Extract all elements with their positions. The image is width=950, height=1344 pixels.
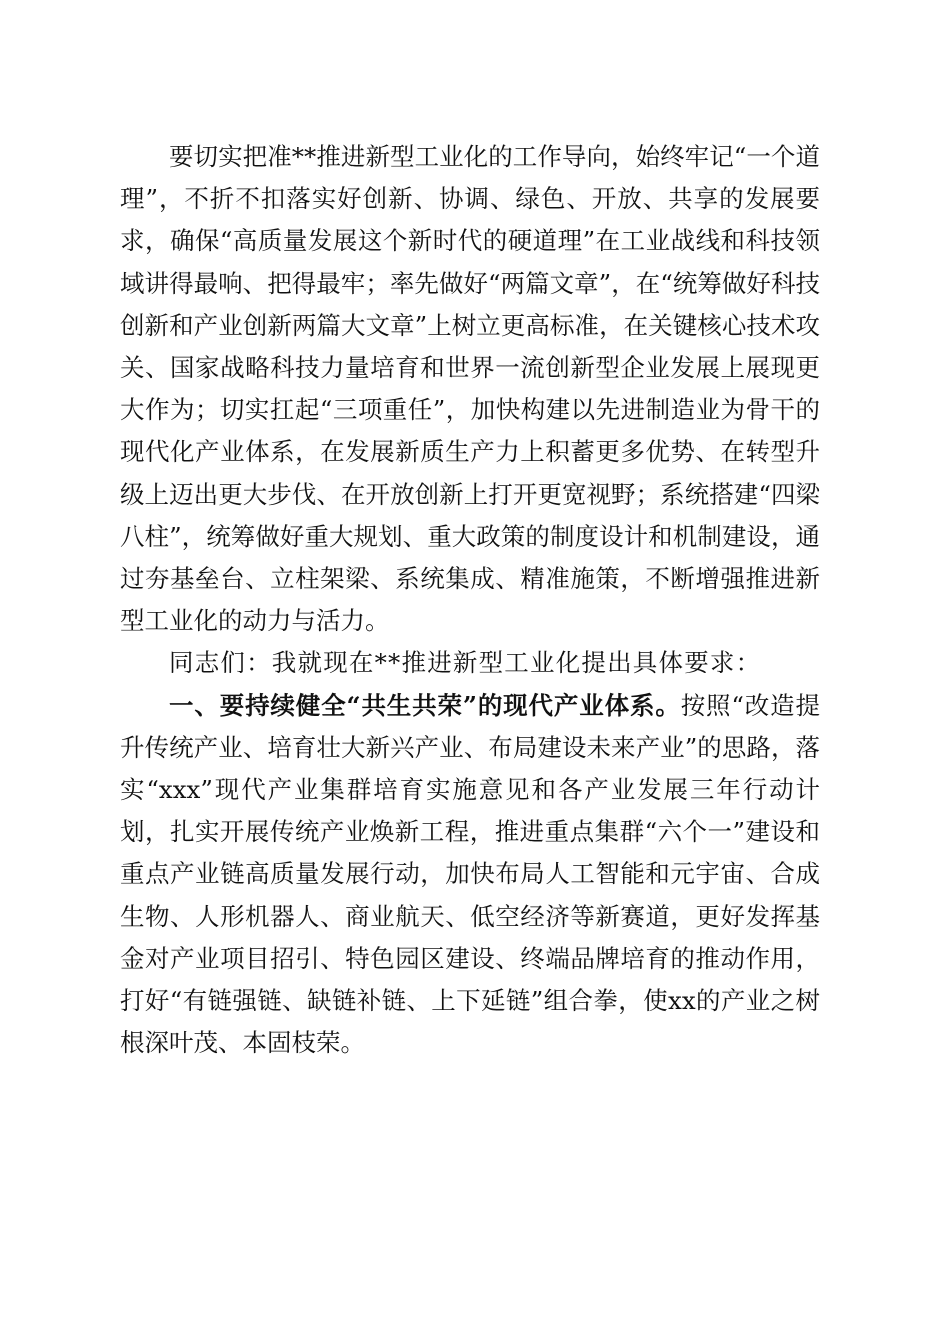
document-page xyxy=(120,136,820,1064)
section-heading: 一、要持续健全“共生共荣”的现代产业体系。 xyxy=(169,690,681,720)
body-paragraph-work-orientation: 要切实把准**推进新型工业化的工作导向，始终牢记“一个道理”，不折不扣落实好创新、协调、绿色、开放、共享的发展要求，确保“高质量发展这个新时代的硬道理”在工业战线和科技领域讲得最响、把得最牢；率先做好“两篇文章”，在“统筹做好科技创新和产业创新两篇大文章”上树立更高标准，在关键核心技术攻关、国家战略科技力量培育和世界一流创新型企业发展上展现更大作为；切实扛起“三项重任”，加快构建以先进制造业为骨干的现代化产业体系，在发展新质生产力上积蓄更多优势、在转型升级上迈出更大步伐、在开放创新上打开更宽视野；系统搭建“四梁八柱”，统筹做好重大规划、重大政策的制度设计和机制建设，通过夯基垒台、立柱架梁、系统集成、精准施策，不断增强推进新型工业化的动力与活力。 xyxy=(120,142,820,636)
section-paragraph-industrial-system xyxy=(120,685,820,1065)
section-body: 按照“改造提升传统产业、培育壮大新兴产业、布局建设未来产业”的思路，落实“xxx”现代产业集群培育实施意见和各产业发展三年行动计划，扎实开展传统产业焕新工程，推进重点集群“六个一”建设和重点产业链高质量发展行动，加快布局人工智能和元宇宙、合成生物、人形机器人、商业航天、低空经济等新赛道，更好发挥基金对产业项目招引、特色园区建设、终端品牌培育的推动作用，打好“有链强链、缺链补链、上下延链”组合拳，使xx的产业之树根深叶茂、本固枝荣。 xyxy=(120,690,820,1058)
body-paragraph-address: 同志们：我就现在**推进新型工业化提出具体要求： xyxy=(169,648,762,678)
